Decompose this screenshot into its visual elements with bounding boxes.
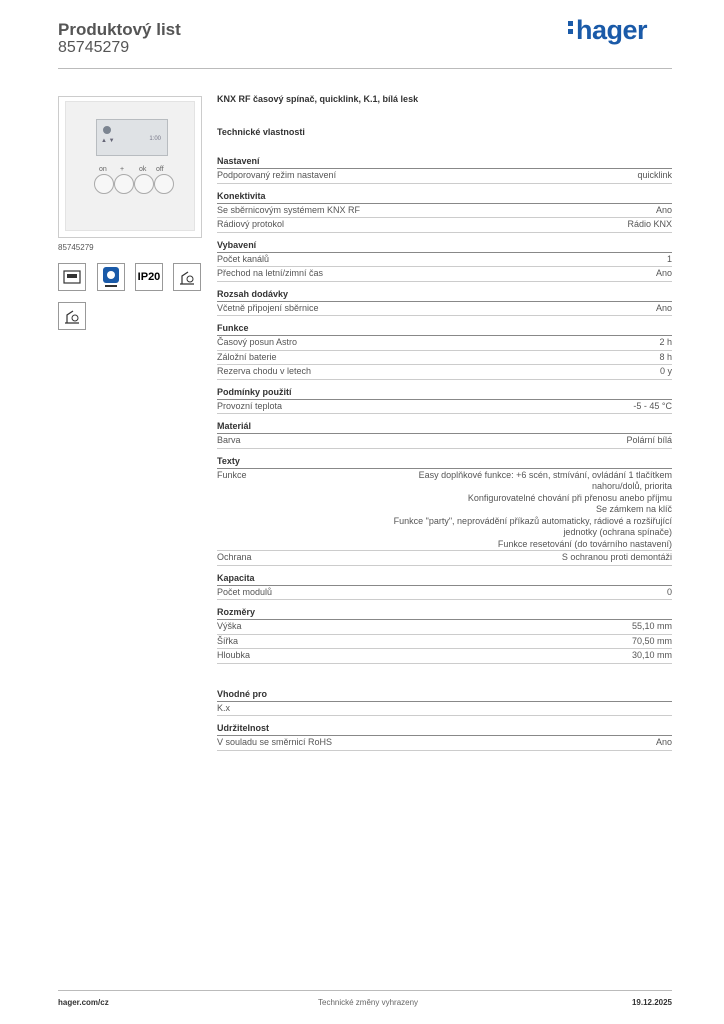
mounting-icon <box>173 263 201 291</box>
spec-value <box>372 469 672 551</box>
spec-key: Šířka <box>217 635 239 646</box>
footer-website: hager.com/cz <box>58 998 109 1007</box>
spec-value: -5 - 45 °C <box>633 400 672 411</box>
section-heading: Funkce <box>217 322 672 336</box>
spec-value: 55,10 mm <box>631 621 672 631</box>
spec-row <box>217 551 672 566</box>
spec-row <box>217 169 672 184</box>
spec-key: K.x <box>217 702 231 713</box>
product-image <box>58 96 202 238</box>
spec-row <box>217 400 672 415</box>
section-heading: Kapacita <box>217 572 672 586</box>
spec-section <box>217 288 672 317</box>
spec-key: Počet kanálů <box>217 253 270 264</box>
section-heading: Texty <box>217 455 672 469</box>
spec-section <box>217 386 672 415</box>
spec-row <box>217 736 672 751</box>
spec-value: 1 <box>666 253 672 264</box>
product-title: KNX RF časový spínač, quicklink, K.1, bílá lesk <box>217 94 419 104</box>
section-heading: Vhodné pro <box>217 688 672 702</box>
footer-disclaimer: Technické změny vyhrazeny <box>318 998 419 1007</box>
spec-value: 8 h <box>659 351 672 362</box>
device-button <box>114 174 134 194</box>
ip-rating-badge: IP20 <box>135 263 163 291</box>
spec-section <box>217 239 672 282</box>
spec-key: Přechod na letní/zimní čas <box>217 268 324 278</box>
device-label-plus: + <box>120 166 125 173</box>
spec-section <box>217 322 672 380</box>
spec-value: Ano <box>655 268 672 278</box>
spec-key: Včetně připojení sběrnice <box>217 302 319 313</box>
section-heading: Podmínky použití <box>217 386 672 400</box>
spec-row <box>217 635 672 650</box>
spec-row <box>217 702 672 717</box>
device-button <box>154 174 174 194</box>
spec-section <box>217 722 672 751</box>
spec-value: Ano <box>655 204 672 215</box>
spec-row <box>217 469 672 552</box>
spec-row <box>217 620 672 635</box>
quicklink-icon <box>97 263 125 291</box>
section-heading: Rozsah dodávky <box>217 288 672 302</box>
spec-value-line: Funkce "party", neprovádění příkazů automaticky, rádiové a rozšiřující jednotky (ochrana spínače) <box>393 515 672 537</box>
spec-key: Počet modulů <box>217 586 273 597</box>
spec-row <box>217 365 672 380</box>
spec-key: Funkce <box>217 469 247 480</box>
spec-value: Ano <box>655 737 672 747</box>
device-screen: ▲ ▼ 1:00 <box>96 119 168 156</box>
spec-key: Podporovaný režim nastavení <box>217 170 337 180</box>
footer-divider <box>58 990 672 991</box>
installation-icon <box>58 302 86 330</box>
tech-title: Technické vlastnosti <box>217 127 305 137</box>
spec-row <box>217 302 672 317</box>
header-divider <box>58 68 672 69</box>
section-heading: Vybavení <box>217 239 672 253</box>
product-code: 85745279 <box>58 39 130 56</box>
spec-key: Provozní teplota <box>217 400 283 411</box>
spec-row <box>217 351 672 366</box>
device-label-on: on <box>99 166 107 173</box>
spec-key: Rádiový protokol <box>217 219 285 229</box>
spec-value: 30,10 mm <box>631 650 672 660</box>
spec-key: V souladu se směrnicí RoHS <box>217 737 333 747</box>
section-heading: Udržitelnost <box>217 722 672 736</box>
spec-row <box>217 586 672 601</box>
spec-section <box>217 190 672 233</box>
section-spacer <box>217 664 672 682</box>
spec-row <box>217 253 672 268</box>
page-title: Produktový list <box>58 20 181 39</box>
spec-sections-extra <box>217 688 672 751</box>
spec-row <box>217 336 672 351</box>
spec-value-line: Funkce resetování (do továrního nastavení) <box>497 538 672 549</box>
device-button <box>134 174 154 194</box>
spec-key: Ochrana <box>217 552 252 562</box>
spec-section <box>217 455 672 566</box>
spec-key: Se sběrnicovým systémem KNX RF <box>217 204 361 215</box>
spec-section <box>217 606 672 664</box>
section-heading: Konektivita <box>217 190 672 204</box>
section-heading: Rozměry <box>217 606 672 620</box>
section-heading: Materiál <box>217 420 672 434</box>
spec-key: Hloubka <box>217 650 251 660</box>
footer-date: 19.12.2025 <box>631 998 672 1007</box>
image-caption: 85745279 <box>58 243 94 252</box>
spec-key: Časový posun Astro <box>217 337 298 347</box>
device-button <box>94 174 114 194</box>
spec-value: Polární bílá <box>626 435 672 445</box>
spec-key: Barva <box>217 435 241 445</box>
spec-content <box>217 94 672 751</box>
spec-value: 2 h <box>659 337 672 347</box>
spec-value: 70,50 mm <box>631 635 672 646</box>
spec-sections <box>217 155 672 664</box>
spec-section <box>217 420 672 449</box>
spec-key: Výška <box>217 621 242 631</box>
spec-value: S ochranou proti demontáži <box>561 552 672 562</box>
spec-section <box>217 155 672 184</box>
spec-value-line: Easy doplňkové funkce: +6 scén, stmívání, ovládání 1 tlačítkem nahoru/dolů, priorita <box>418 469 672 491</box>
section-heading: Nastavení <box>217 155 672 169</box>
spec-value: Rádio KNX <box>627 219 672 229</box>
spec-section <box>217 572 672 601</box>
device-label-ok: ok <box>139 166 147 173</box>
spec-value-line: Konfigurovatelné chování při přenosu anebo příjmu <box>467 492 672 503</box>
spec-row <box>217 649 672 664</box>
spec-value: quicklink <box>637 170 672 180</box>
spec-row <box>217 204 672 219</box>
spec-key: Rezerva chodu v letech <box>217 366 312 376</box>
device-illustration <box>65 101 195 231</box>
spec-value: 0 y <box>659 366 672 376</box>
spec-section <box>217 688 672 717</box>
knx-icon <box>58 263 86 291</box>
device-label-off: off <box>156 166 164 173</box>
brand-name: hager <box>576 15 648 45</box>
spec-row <box>217 434 672 449</box>
spec-value: 0 <box>666 586 672 597</box>
brand-logo <box>568 15 647 46</box>
spec-key: Záložní baterie <box>217 351 277 362</box>
spec-value: Ano <box>655 302 672 313</box>
spec-row <box>217 218 672 233</box>
spec-row <box>217 267 672 282</box>
spec-value-line: Se zámkem na klíč <box>595 504 672 514</box>
